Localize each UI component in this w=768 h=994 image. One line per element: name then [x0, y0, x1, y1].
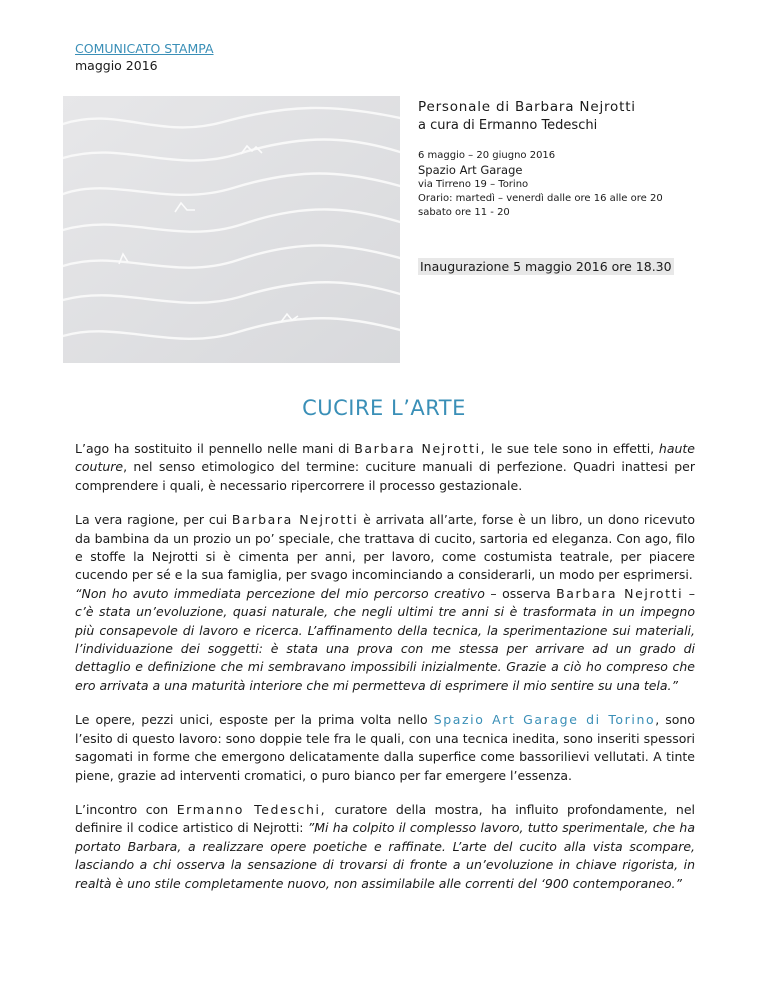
- p3-text-b: , sono l’esito di questo lavoro: sono doppie tele fra le quali, con una tecnica inedita, sono inseriti spessori sagomati in forme che emergono delicatamente dalla superfice come bassorilievi vellutati. A tinte piene, grazie ad interventi cromatici, o puro bianco per far emergere l’essenza.: [75, 712, 695, 783]
- curator-quote: ”Mi ha colpito il complesso lavoro, tutto sperimentale, che ha portato Barbara, a realizzare opere poetiche e raffinate. L’arte del cucito alla vista scompare, lasciando a chi osserva la sensazione di trovarsi di fronte a un’evoluzione in chiave rigorista, in realtà è uno stile completamente nuovo, non assimilabile alle correnti del ‘900 contemporaneo.”: [75, 820, 695, 891]
- exhibition-info: [418, 98, 678, 275]
- artist-name: Barbara Nejrotti,: [354, 441, 487, 456]
- venue-highlight: Spazio Art Garage di Torino: [433, 712, 656, 728]
- header-date: maggio 2016: [75, 58, 158, 73]
- paragraph-2: [75, 511, 695, 695]
- curator-name: Ermanno Tedeschi,: [176, 801, 327, 817]
- p3-text-a: Le opere, pezzi unici, esposte per la prima volta nello: [75, 712, 434, 728]
- paragraph-3: [75, 711, 695, 785]
- artist-name: Barbara Nejrotti: [231, 512, 359, 528]
- venue-address: via Tirreno 19 – Torino: [418, 179, 529, 190]
- p4-text-b: curatore della mostra, ha influito profondamente, nel definire il codice artistico di Nejrotti:: [75, 801, 696, 836]
- p2-text-b: è arrivata all’arte, forse è un libro, un dono ricevuto da bambina da un prozio un po’ speciale, che trattava di cucito, sartoria ed eleganza. Con ago, filo e stoffe la Nejrotti si è cimenta per anni, per lavoro, come costumista teatrale, per piacere cucendo per sé e la sua famiglia, per svago incominciando a considerarli, un modo per esprimersi.: [75, 512, 695, 583]
- p4-text-a: L’incontro con: [75, 801, 177, 817]
- p1-text-c: , nel senso etimologico del termine: cuciture manuali di perfezione. Quadri inattesi per comprendere i quali, è necessario ripercorrere il processo gestazionale.: [75, 459, 695, 493]
- artwork-image: [63, 96, 400, 363]
- exhibition-title: Personale di Barbara Nejrotti: [418, 99, 636, 115]
- press-release-link[interactable]: COMUNICATO STAMPA: [75, 41, 214, 56]
- p2-text-d: –: [683, 585, 695, 601]
- artist-name: Barbara Nejrotti: [556, 585, 684, 601]
- article-title: CUCIRE L’ARTE: [302, 396, 466, 420]
- paragraph-4: [75, 801, 695, 893]
- p2-text-a: La vera ragione, per cui: [75, 512, 232, 528]
- p1-italic: haute couture: [75, 441, 695, 475]
- inauguration-note: Inaugurazione 5 maggio 2016 ore 18.30: [420, 259, 672, 274]
- paragraph-1: [75, 440, 695, 495]
- hours-saturday: sabato ore 11 - 20: [418, 207, 510, 218]
- hours-weekday: Orario: martedì – venerdì dalle ore 16 alle ore 20: [418, 193, 663, 204]
- quote-part-1: “Non ho avuto immediata percezione del mio percorso creativo: [75, 585, 485, 601]
- p2-text-c: – osserva: [484, 585, 557, 601]
- exhibition-dates: 6 maggio – 20 giugno 2016: [418, 150, 556, 161]
- article-body: [75, 440, 695, 909]
- p1-text-b: le sue tele sono in effetti,: [486, 441, 659, 456]
- quote-part-2: c’è stata un’evoluzione, quasi naturale, che negli ultimi tre anni si è trasformata in un impegno più consapevole di lavoro e ricerca. L’affinamento della tecnica, la sperimentazione sui materiali, l’individuazione dei soggetti: è stata una prova con me stessa per arrivare ad un grado di dettaglio e definizione che mi sembravano impossibili inizialmente. Grazie a ciò ho compreso che ero arrivata a una maturità interiore che mi permetteva di esprimere il mio sentire su una tela.”: [75, 604, 695, 693]
- curator-line: a cura di Ermanno Tedeschi: [418, 118, 598, 133]
- venue-name: Spazio Art Garage: [418, 163, 523, 177]
- header: [75, 40, 214, 74]
- p1-text-a: L’ago ha sostituito il pennello nelle mani di: [75, 441, 355, 456]
